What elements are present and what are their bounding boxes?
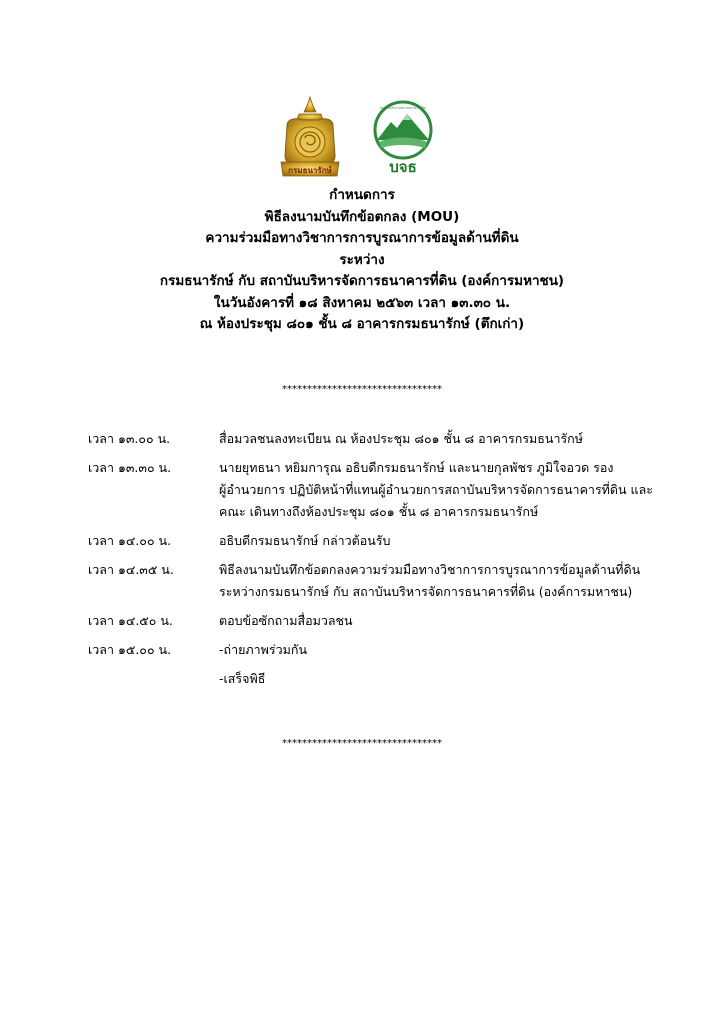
title-cooperation: ความร่วมมือทางวิชาการการบูรณาการข้อมูลด้านที่ดิน: [205, 230, 519, 246]
schedule-item: [88, 428, 668, 450]
schedule-time: เวลา ๑๔.๕๐ น.: [88, 613, 173, 628]
title-agenda: กำหนดการ: [329, 187, 395, 203]
svg-text:บจธ: บจธ: [389, 158, 417, 176]
separator-top: ********************************: [282, 384, 442, 395]
schedule-item: [88, 610, 668, 632]
title-ceremony: พิธีลงนามบันทึกข้อตกลง (MOU): [264, 208, 460, 225]
schedule-time: เวลา ๑๔.๓๕ น.: [88, 562, 174, 577]
schedule-item: [88, 668, 668, 690]
title-venue: ณ ห้องประชุม ๘๐๑ ชั้น ๘ อาคารกรมธนารักษ์ (ตึกเก่า): [199, 316, 525, 332]
separator-bottom: ********************************: [282, 738, 442, 749]
title-parties: กรมธนารักษ์ กับ สถาบันบริหารจัดการธนาคารที่ดิน (องค์การมหาชน): [159, 273, 565, 289]
schedule-time: เวลา ๑๓.๐๐ น.: [88, 431, 171, 446]
schedule-description: -ถ่ายภาพร่วมกัน: [219, 642, 308, 657]
schedule-description: นายยุทธนา หยิมการุณ อธิบดีกรมธนารักษ์ และนายกุลพัชร ภูมิใจอวด รอง ผู้อำนวยการ ปฏิบัติหน้าที่แทนผู้อำนวยการสถาบันบริหารจัดการธนาคารที่ดิน และ คณะ เดินทางถึงห้องประชุม ๘๐๑ ชั้น ๘ อาคารกรมธนารักษ์: [219, 460, 653, 519]
schedule-item: [88, 530, 668, 552]
title-date: ในวันอังคารที่ ๑๘ สิงหาคม ๒๕๖๓ เวลา ๑๓.๓๐ น.: [213, 294, 511, 311]
svg-text:สถาบันบริหารจัดการธนาคารที่ดิน: สถาบันบริหารจัดการธนาคารที่ดิน: [379, 106, 427, 110]
schedule-time: เวลา ๑๓.๓๐ น.: [88, 460, 172, 475]
schedule-description: -เสร็จพิธี: [219, 671, 266, 686]
schedule-item: [88, 457, 668, 523]
treasury-department-emblem: [277, 96, 343, 180]
schedule-description: พิธีลงนามบันทึกข้อตกลงความร่วมมือทางวิชาการการบูรณาการข้อมูลด้านที่ดิน ระหว่างกรมธนารักษ์ กับ สถาบันบริหารจัดการธนาคารที่ดิน (องค์การมหาชน): [219, 562, 641, 599]
schedule-item: [88, 639, 668, 661]
logo-area: [0, 96, 724, 180]
land-bank-institute-logo: [367, 100, 439, 178]
schedule-time: เวลา ๑๔.๐๐ น.: [88, 533, 172, 548]
schedule-item: [88, 559, 668, 603]
schedule-description: อธิบดีกรมธนารักษ์ กล่าวต้อนรับ: [219, 533, 391, 548]
title-between: ระหว่าง: [339, 251, 385, 268]
schedule-description: ตอบข้อซักถามสื่อมวลชน: [219, 613, 353, 628]
document-title-block: [0, 185, 724, 336]
schedule-list: [88, 428, 668, 697]
schedule-time: เวลา ๑๕.๐๐ น.: [88, 642, 172, 657]
svg-text:กรมธนารักษ์: กรมธนารักษ์: [288, 166, 332, 175]
schedule-description: สื่อมวลชนลงทะเบียน ณ ห้องประชุม ๘๐๑ ชั้น ๘ อาคารกรมธนารักษ์: [219, 431, 583, 446]
